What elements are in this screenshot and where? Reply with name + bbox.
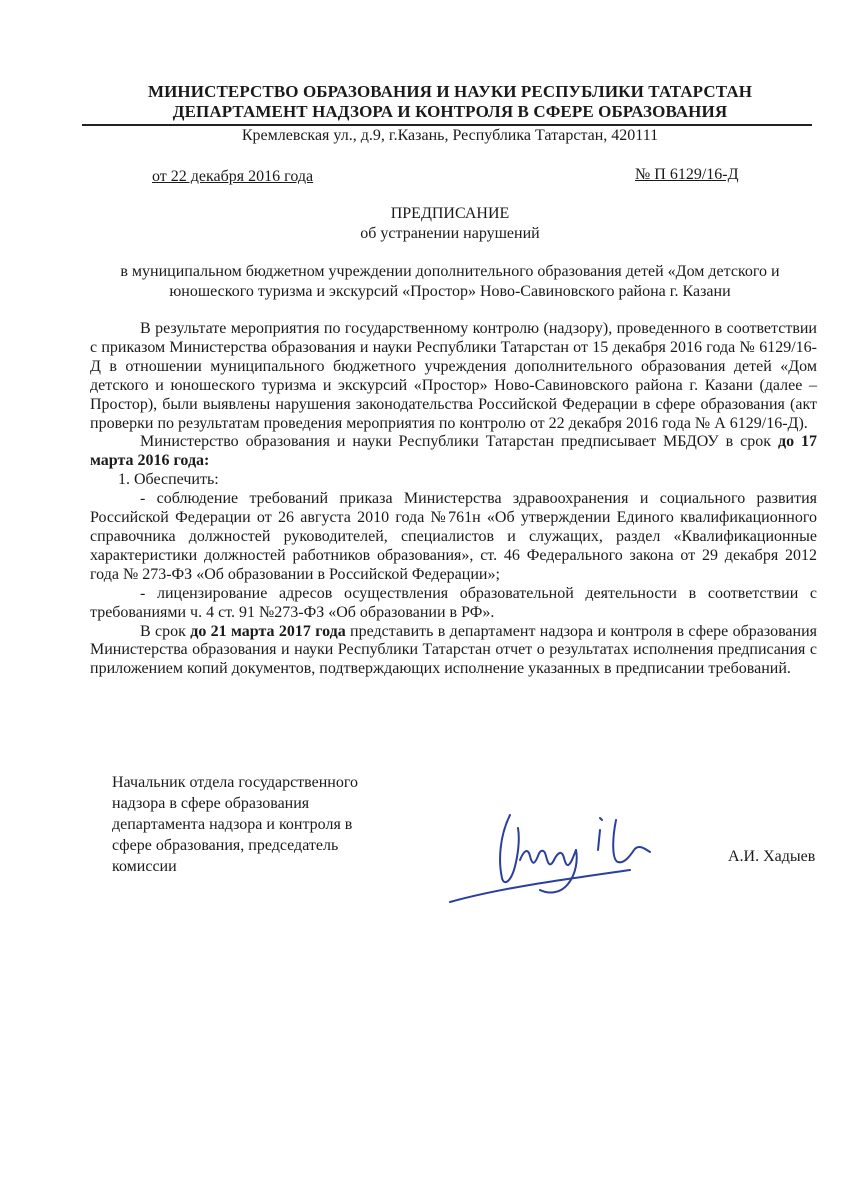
handwritten-signature — [440, 790, 670, 910]
document-number: № П 6129/16-Д — [635, 166, 739, 183]
order-text: Министерство образования и науки Республики Татарстан предписывает МБДОУ в срок — [140, 433, 778, 451]
paragraph-report — [90, 623, 817, 680]
document-subtitle: об устранении нарушений — [360, 225, 540, 242]
report-text-pre: В срок — [140, 622, 191, 640]
paragraph-order — [90, 433, 817, 471]
subject-line: в муниципальном бюджетном учреждении дополнительного образования детей «Дом детского и юношеского туризма и экскурсий «Простор» Ново-Савиновского района г. Казани — [120, 263, 780, 300]
order-deadline: до 17 марта 2016 года: — [90, 433, 818, 470]
document-body — [90, 320, 817, 679]
list-item-ensure: 1. Обеспечить: — [118, 471, 219, 489]
requirement-2: - лицензирование адресов осуществления образовательной деятельности в соответствии с требованиями ч. 4 ст. 91 №273-ФЗ «Об образовании в РФ». — [90, 584, 817, 621]
ministry-name: МИНИСТЕРСТВО ОБРАЗОВАНИЯ И НАУКИ РЕСПУБЛИКИ ТАТАРСТАН — [147, 82, 753, 101]
document-date: от 22 декабря 2016 года — [152, 168, 314, 185]
report-deadline: до 21 марта 2017 года — [190, 622, 346, 640]
report-text-post: представить в департамент надзора и контроля в сфере образования Министерства образования и науки Республики Татарстан отчет о результатах исполнения предписания с приложением копий документов, подтверждающих исполнение указанных в предписании требований. — [90, 622, 818, 678]
signatory-position: Начальник отдела государственного надзора в сфере образования департамента надзора и контроля в сфере образования, председатель комиссии — [112, 774, 359, 875]
signatory-name: А.И. Хадыев — [728, 848, 816, 865]
requirement-1: - соблюдение требований приказа Министерства здравоохранения и социального развития Российской Федерации от 26 августа 2010 года №761н «Об утверждении Единого квалификационного справочника должностей руководителей, специалистов и служащих, раздел «Квалификационные характеристики должностей работников образования», ст. 46 Федерального закона от 29 декабря 2012 года № 273-ФЗ «Об образовании в Российской Федерации»; — [90, 490, 817, 583]
address: Кремлевская ул., д.9, г.Казань, Республика Татарстан, 420111 — [241, 127, 659, 144]
document-title: ПРЕДПИСАНИЕ — [390, 205, 510, 222]
paragraph-findings: В результате мероприятия по государственному контролю (надзору), проведенного в соответствии с приказом Министерства образования и науки Республики Татарстан от 15 декабря 2016 года № 6129/16-Д в отношении муниципального бюджетного учреждения дополнительного образования детей «Дом детского и юношеского туризма и экскурсий «Простор» Ново-Савиновского района г. Казани (далее – Простор), были выявлены нарушения законодательства Российской Федерации в сфере образования (акт проверки по результатам проведения мероприятия по контролю от 22 декабря 2016 года № А 6129/16-Д). — [90, 320, 817, 432]
department-name: ДЕПАРТАМЕНТ НАДЗОРА И КОНТРОЛЯ В СФЕРЕ ОБРАЗОВАНИЯ — [172, 102, 728, 121]
header-rule — [82, 124, 812, 126]
